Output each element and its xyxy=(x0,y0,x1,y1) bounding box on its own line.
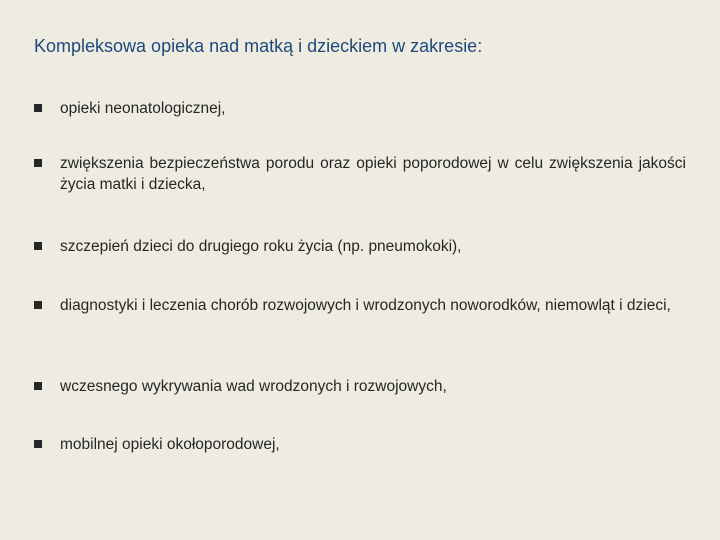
bullet-text: szczepień dzieci do drugiego roku życia (np. pneumokoki), xyxy=(60,238,462,255)
list-item xyxy=(34,98,686,119)
bullet-text: mobilnej opieki okołoporodowej, xyxy=(60,436,280,453)
list-item xyxy=(34,434,686,455)
slide-title: Kompleksowa opieka nad matką i dzieckiem w zakresie: xyxy=(34,36,483,56)
bullet-text: opieki neonatologicznej, xyxy=(60,100,226,117)
list-item xyxy=(34,236,686,257)
square-bullet-icon xyxy=(34,242,42,250)
square-bullet-icon xyxy=(34,104,42,112)
bullet-text: zwiększenia bezpieczeństwa porodu oraz opieki poporodowej w celu zwiększenia jakości życia matki i dziecka, xyxy=(60,155,686,193)
square-bullet-icon xyxy=(34,382,42,390)
bullet-text: diagnostyki i leczenia chorób rozwojowych i wrodzonych noworodków, niemowląt i dzieci, xyxy=(60,297,671,314)
bullet-text: wczesnego wykrywania wad wrodzonych i rozwojowych, xyxy=(60,378,447,395)
square-bullet-icon xyxy=(34,159,42,167)
list-item xyxy=(34,153,686,195)
list-item xyxy=(34,295,686,316)
list-item xyxy=(34,376,686,397)
square-bullet-icon xyxy=(34,440,42,448)
square-bullet-icon xyxy=(34,301,42,309)
